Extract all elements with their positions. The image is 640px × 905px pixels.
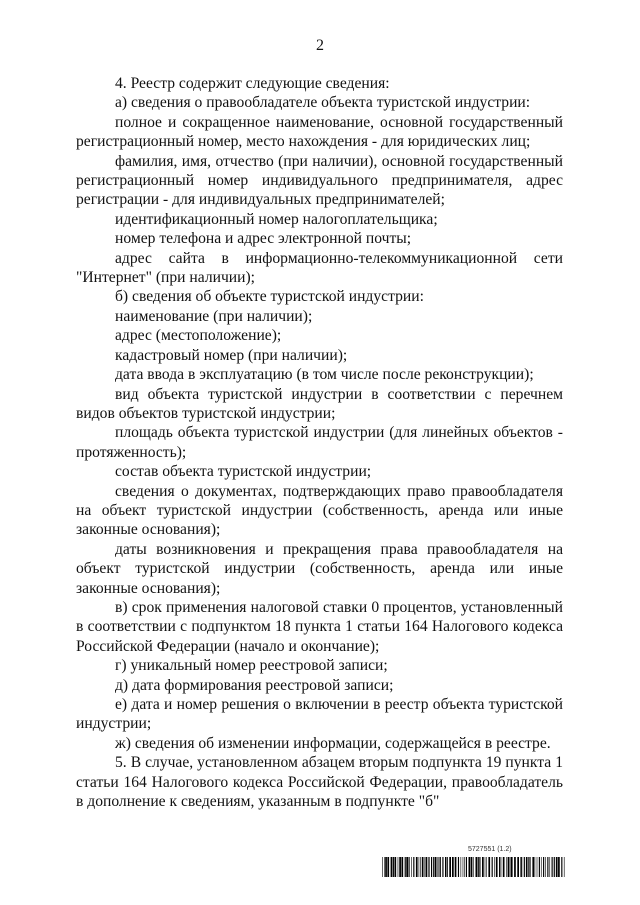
paragraph-14: площадь объекта туристской индустрии (для линейных объектов - протяженность); bbox=[76, 424, 563, 461]
document-body bbox=[76, 74, 563, 811]
paragraph-8: б) сведения об объекте туристской индустрии: bbox=[115, 288, 424, 306]
paragraph-2: а) сведения о правообладателе объекта туристской индустрии: bbox=[115, 94, 531, 112]
paragraph-3: полное и сокращенное наименование, основной государственный регистрационный номер, место нахождения - для юридических лиц; bbox=[76, 113, 563, 151]
paragraph-7: адрес сайта в информационно-телекоммуникационной сети "Интернет" (при наличии); bbox=[76, 249, 563, 287]
paragraph-19: г) уникальный номер реестровой записи; bbox=[115, 657, 388, 675]
paragraph-13: вид объекта туристской индустрии в соответствии с перечнем видов объектов туристской индустрии; bbox=[76, 385, 563, 422]
paragraph-10: адрес (местоположение); bbox=[115, 327, 282, 345]
paragraph-17: даты возникновения и прекращения права правообладателя на объект туристской индустрии (собственность, аренда или иные законные основания); bbox=[76, 540, 563, 597]
paragraph-16: сведения о документах, подтверждающих право правообладателя на объект туристской индустрии (собственность, аренда или иные законные основания); bbox=[76, 482, 563, 539]
paragraph-22: ж) сведения об изменении информации, содержащейся в реестре. bbox=[115, 734, 551, 752]
paragraph-18: в) срок применения налоговой ставки 0 процентов, установленный в соответствии с подпунктом 18 пункта 1 статьи 164 Налогового кодекса Российской Федерации (начало и окончание); bbox=[76, 598, 563, 655]
paragraph-4: фамилия, имя, отчество (при наличии), основной государственный регистрационный номер индивидуального предпринимателя, адрес регистрации - для индивидуальных предпринимателей; bbox=[76, 152, 563, 209]
page-number: 2 bbox=[316, 37, 324, 54]
paragraph-11: кадастровый номер (при наличии); bbox=[115, 346, 348, 364]
paragraph-21: е) дата и номер решения о включении в реестр объекта туристской индустрии; bbox=[76, 696, 563, 733]
paragraph-9: наименование (при наличии); bbox=[115, 307, 313, 325]
paragraph-23: 5. В случае, установленном абзацем вторым подпункта 19 пункта 1 статьи 164 Налогового кодекса Российской Федерации, правообладатель в дополнение к сведениям, указанным в подпункте "б" bbox=[76, 754, 563, 811]
paragraph-12: дата ввода в эксплуатацию (в том числе после реконструкции); bbox=[115, 366, 534, 384]
paragraph-1: 4. Реестр содержит следующие сведения: bbox=[115, 75, 390, 92]
paragraph-6: номер телефона и адрес электронной почты; bbox=[115, 230, 412, 248]
barcode-icon bbox=[382, 857, 565, 877]
paragraph-20: д) дата формирования реестровой записи; bbox=[115, 676, 394, 694]
paragraph-15: состав объекта туристской индустрии; bbox=[115, 463, 372, 481]
paragraph-5: идентификационный номер налогоплательщика; bbox=[115, 210, 438, 228]
document-code: 5727551 (1.2) bbox=[468, 846, 512, 853]
